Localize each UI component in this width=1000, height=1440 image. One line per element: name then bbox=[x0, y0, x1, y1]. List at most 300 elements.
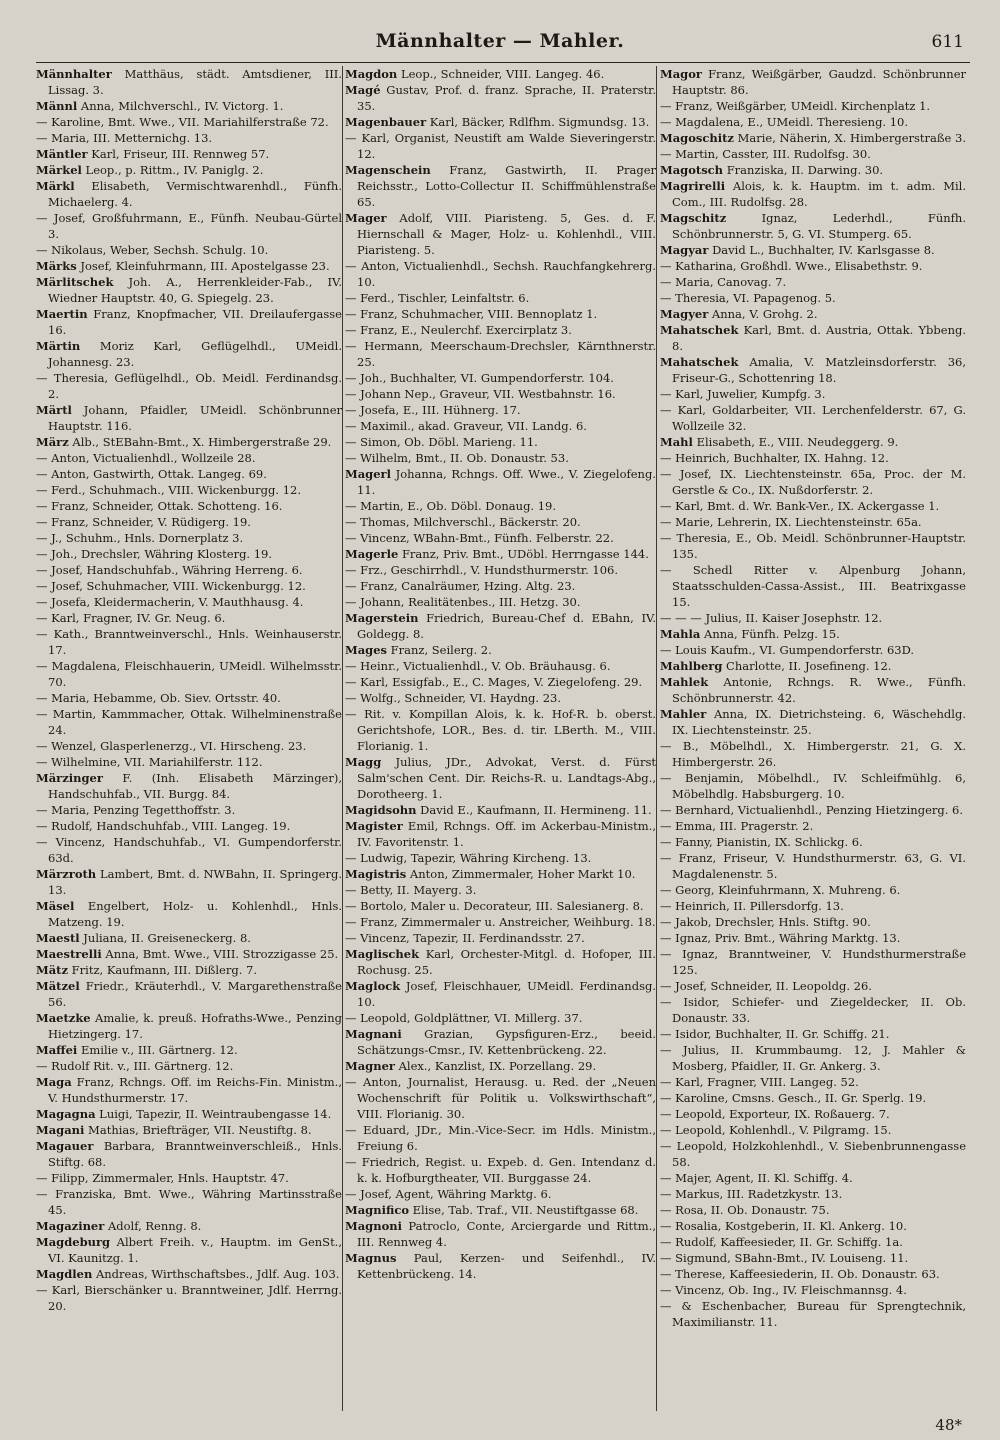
entry-details: Adolf, VIII. Piaristeng. 5, Ges. d. F. Hiernschall & Mager, Holz- u. Kohlenhdl., VIII. Piaristeng. 5. bbox=[357, 211, 656, 257]
entry-surname: Märkl bbox=[36, 179, 75, 193]
entry-details: — Bortolo, Maler u. Decorateur, III. Salesianerg. 8. bbox=[345, 899, 644, 913]
directory-entry bbox=[345, 1122, 656, 1154]
entry-surname: Magdon bbox=[345, 67, 398, 81]
entry-details: — Martin, E., Ob. Döbl. Donaug. 19. bbox=[345, 499, 557, 513]
entry-surname: Magdeburg bbox=[36, 1235, 111, 1249]
entry-details: Franz, Weißgärber, Gaudzd. Schönbrunner Hauptstr. 86. bbox=[672, 67, 966, 97]
entry-details: Anna, Milchverschl., IV. Victorg. 1. bbox=[77, 99, 284, 113]
directory-entry bbox=[660, 1186, 966, 1202]
entry-details: — Heinrich, Buchhalter, IX. Hahng. 12. bbox=[660, 451, 889, 465]
column-divider bbox=[342, 66, 343, 1411]
entry-details: Franz, Rchngs. Off. im Reichs-Fin. Ministm., V. Hundsthurmerstr. 17. bbox=[48, 1075, 342, 1105]
directory-entry bbox=[36, 562, 342, 578]
entry-details: Emilie v., III. Gärtnerg. 12. bbox=[77, 1043, 238, 1057]
directory-entry bbox=[345, 402, 656, 418]
directory-entry bbox=[660, 562, 966, 610]
entry-surname: Magoschitz bbox=[660, 131, 734, 145]
entry-details: — Josef, Schuhmacher, VIII. Wickenburgg. 12. bbox=[36, 579, 306, 593]
directory-entry bbox=[660, 162, 966, 178]
entry-details: — Josef, Großfuhrmann, E., Fünfh. Neubau-Gürtel 3. bbox=[36, 211, 342, 241]
directory-entry bbox=[660, 818, 966, 834]
entry-surname: Magaziner bbox=[36, 1219, 105, 1233]
directory-entry bbox=[660, 738, 966, 770]
directory-entry bbox=[660, 1074, 966, 1090]
directory-entry bbox=[345, 642, 656, 658]
entry-surname: Mager bbox=[345, 211, 387, 225]
directory-entry bbox=[660, 306, 966, 322]
directory-entry bbox=[660, 210, 966, 242]
directory-entry bbox=[36, 738, 342, 754]
entry-surname: Märlitschek bbox=[36, 275, 114, 289]
directory-entry bbox=[36, 930, 342, 946]
entry-details: — Franz, Schneider, V. Rüdigerg. 19. bbox=[36, 515, 251, 529]
directory-entry bbox=[660, 1250, 966, 1266]
entry-details: — Joh., Buchhalter, VI. Gumpendorferstr. 104. bbox=[345, 371, 614, 385]
entry-details: Anna, Fünfh. Pelzg. 15. bbox=[700, 627, 840, 641]
entry-details: — Maria, Canovag. 7. bbox=[660, 275, 787, 289]
entry-details: Elise, Tab. Traf., VII. Neustiftgasse 68. bbox=[409, 1203, 639, 1217]
directory-entry bbox=[660, 114, 966, 130]
entry-details: Ignaz, Lederhdl., Fünfh. Schönbrunnerstr. 5, G. VI. Stumperg. 65. bbox=[672, 211, 966, 241]
entry-details: — Karl, Fragner, VIII. Langeg. 52. bbox=[660, 1075, 859, 1089]
entry-surname: Maga bbox=[36, 1075, 72, 1089]
entry-details: Charlotte, II. Josefineng. 12. bbox=[722, 659, 892, 673]
entry-details: — Rosa, II. Ob. Donaustr. 75. bbox=[660, 1203, 830, 1217]
directory-entry bbox=[36, 866, 342, 898]
entry-surname: Mätzel bbox=[36, 979, 80, 993]
entry-details: — Franz, Schuhmacher, VIII. Bennoplatz 1. bbox=[345, 307, 598, 321]
entry-details: — Rit. v. Kompillan Alois, k. k. Hof-R. b. oberst. Gerichtshofe, LOR., Bes. d. tir. LBerth. M., VIII. Florianig. 1. bbox=[345, 707, 656, 753]
entry-details: — Rudolf, Handschuhfab., VIII. Langeg. 19. bbox=[36, 819, 291, 833]
entry-details: — Anton, Journalist, Herausg. u. Red. der „Neuen Wochenschrift für Politik u. Volkswirthschaft“, VIII. Florianig. 30. bbox=[345, 1075, 656, 1121]
entry-details: — Louis Kaufm., VI. Gumpendorferstr. 63D. bbox=[660, 643, 915, 657]
entry-details: — Filipp, Zimmermaler, Hnls. Hauptstr. 47. bbox=[36, 1171, 289, 1185]
directory-entry bbox=[660, 1122, 966, 1138]
entry-details: Julius, JDr., Advokat, Verst. d. Fürst Salm'schen Cent. Dir. Reichs-R. u. Landtags-Abg., Dorotheerg. 1. bbox=[357, 755, 656, 801]
directory-entry bbox=[345, 338, 656, 370]
entry-details: — Johann, Realitätenbes., III. Hetzg. 30. bbox=[345, 595, 581, 609]
directory-entry bbox=[36, 546, 342, 562]
entry-details: Amalie, k. preuß. Hofraths-Wwe., Penzing Hietzingerg. 17. bbox=[48, 1011, 342, 1041]
entry-details: — Franz, Schneider, Ottak. Schotteng. 16. bbox=[36, 499, 283, 513]
entry-details: — Josef, Handschuhfab., Währing Herreng. 6. bbox=[36, 563, 303, 577]
entry-details: Alex., Kanzlist, IX. Porzellang. 29. bbox=[394, 1059, 597, 1073]
entry-details: — Wolfg., Schneider, VI. Haydng. 23. bbox=[345, 691, 561, 705]
directory-entry bbox=[345, 370, 656, 386]
directory-entry bbox=[36, 690, 342, 706]
directory-entry bbox=[36, 658, 342, 690]
directory-entry bbox=[345, 690, 656, 706]
entry-surname: Magotsch bbox=[660, 163, 724, 177]
directory-entry bbox=[660, 706, 966, 738]
directory-entry bbox=[345, 162, 656, 210]
entry-details: Josef, Kleinfuhrmann, III. Apostelgasse 23. bbox=[76, 259, 330, 273]
entry-details: Joh. A., Herrenkleider-Fab., IV. Wiedner Hauptstr. 40, G. Spiegelg. 23. bbox=[48, 275, 342, 305]
directory-entry bbox=[36, 802, 342, 818]
directory-entry bbox=[345, 546, 656, 562]
directory-entry bbox=[345, 450, 656, 466]
entry-details: — Franz, Friseur, V. Hundsthurmerstr. 63, G. VI. Magdalenenstr. 5. bbox=[660, 851, 966, 881]
entry-details: — Josefa, E., III. Hühnerg. 17. bbox=[345, 403, 521, 417]
directory-entry bbox=[36, 482, 342, 498]
directory-entry bbox=[660, 1106, 966, 1122]
directory-entry bbox=[36, 770, 342, 802]
directory-entry bbox=[660, 434, 966, 450]
entry-details: — Georg, Kleinfuhrmann, X. Muhreng. 6. bbox=[660, 883, 901, 897]
directory-entry bbox=[660, 1170, 966, 1186]
directory-entry bbox=[345, 1058, 656, 1074]
entry-surname: Magerstein bbox=[345, 611, 419, 625]
entry-details: — Therese, Kaffeesiederin, II. Ob. Donaustr. 63. bbox=[660, 1267, 940, 1281]
entry-surname: Märks bbox=[36, 259, 77, 273]
entry-details: — Anton, Gastwirth, Ottak. Langeg. 69. bbox=[36, 467, 267, 481]
directory-entry bbox=[660, 802, 966, 818]
directory-entry bbox=[36, 498, 342, 514]
entry-surname: Magnoni bbox=[345, 1219, 402, 1233]
directory-entry bbox=[660, 98, 966, 114]
entry-details: Friedr., Kräuterhdl., V. Margarethenstraße 56. bbox=[48, 979, 342, 1009]
entry-details: — Thomas, Milchverschl., Bäckerstr. 20. bbox=[345, 515, 581, 529]
entry-details: — Anton, Victualienhdl., Sechsh. Rauchfangkehrerg. 10. bbox=[345, 259, 656, 289]
directory-entry bbox=[36, 450, 342, 466]
entry-surname: Maetzke bbox=[36, 1011, 91, 1025]
entry-details: — Marie, Lehrerin, IX. Liechtensteinstr. 65a. bbox=[660, 515, 922, 529]
entry-surname: Mäntler bbox=[36, 147, 88, 161]
entry-details: Juliana, II. Greiseneckerg. 8. bbox=[79, 931, 251, 945]
entry-details: — Markus, III. Radetzkystr. 13. bbox=[660, 1187, 843, 1201]
directory-entry bbox=[345, 1026, 656, 1058]
directory-entry bbox=[345, 658, 656, 674]
entry-details: — Ferd., Tischler, Leinfaltstr. 6. bbox=[345, 291, 530, 305]
entry-surname: Magdlen bbox=[36, 1267, 93, 1281]
entry-details: — Martin, Kammmacher, Ottak. Wilhelminenstraße 24. bbox=[36, 707, 342, 737]
entry-details: — Sigmund, SBahn-Bmt., IV. Louiseng. 11. bbox=[660, 1251, 909, 1265]
entry-details: — Ignaz, Priv. Bmt., Währing Marktg. 13. bbox=[660, 931, 901, 945]
entry-details: — Julius, II. Krummbaumg. 12, J. Mahler & Mosberg, Pfaidler, II. Gr. Ankerg. 3. bbox=[660, 1043, 966, 1073]
entry-surname: Maestrelli bbox=[36, 947, 102, 961]
entry-details: — Simon, Ob. Döbl. Marieng. 11. bbox=[345, 435, 538, 449]
directory-entry bbox=[345, 1186, 656, 1202]
entry-details: Karl, Friseur, III. Rennweg 57. bbox=[87, 147, 270, 161]
entry-details: — Eduard, JDr., Min.-Vice-Secr. im Hdls. Ministm., Freiung 6. bbox=[345, 1123, 656, 1153]
directory-entry bbox=[345, 418, 656, 434]
directory-entry bbox=[345, 514, 656, 530]
entry-surname: Magauer bbox=[36, 1139, 94, 1153]
entry-details: — Wenzel, Glasperlenerzg., VI. Hirscheng. 23. bbox=[36, 739, 307, 753]
entry-details: — Franziska, Bmt. Wwe., Währing Martinsstraße 45. bbox=[36, 1187, 342, 1217]
directory-entry bbox=[660, 850, 966, 882]
directory-entry bbox=[660, 1234, 966, 1250]
page-header bbox=[0, 30, 1000, 60]
directory-entry bbox=[660, 914, 966, 930]
entry-details: — Theresia, VI. Papagenog. 5. bbox=[660, 291, 836, 305]
directory-entry bbox=[345, 866, 656, 882]
entry-details: Adolf, Renng. 8. bbox=[104, 1219, 202, 1233]
directory-entry bbox=[660, 770, 966, 802]
directory-entry bbox=[345, 530, 656, 546]
entry-details: — Schedl Ritter v. Alpenburg Johann, Staatsschulden-Cassa-Assist., III. Beatrixgasse 15. bbox=[660, 563, 966, 609]
entry-surname: Mahatschek bbox=[660, 355, 739, 369]
entry-details: — Franz, E., Neulerchf. Exercirplatz 3. bbox=[345, 323, 572, 337]
entry-details: — Martin, Casster, III. Rudolfsg. 30. bbox=[660, 147, 871, 161]
entry-surname: Märtl bbox=[36, 403, 72, 417]
directory-entry bbox=[660, 642, 966, 658]
entry-details: — Josef, Agent, Währing Marktg. 6. bbox=[345, 1187, 552, 1201]
entry-details: — Nikolaus, Weber, Sechsh. Schulg. 10. bbox=[36, 243, 269, 257]
entry-details: Anna, IX. Dietrichsteing. 6, Wäschehdlg. IX. Liechtensteinstr. 25. bbox=[672, 707, 966, 737]
entry-details: — — — Julius, II. Kaiser Josephstr. 12. bbox=[660, 611, 883, 625]
entry-surname: Maglock bbox=[345, 979, 401, 993]
directory-entry bbox=[36, 1106, 342, 1122]
directory-entry bbox=[345, 114, 656, 130]
entry-surname: Mahl bbox=[660, 435, 693, 449]
entry-details: Mathias, Briefträger, VII. Neustiftg. 8. bbox=[84, 1123, 312, 1137]
entry-details: Gustav, Prof. d. franz. Sprache, II. Praterstr. 35. bbox=[357, 83, 656, 113]
directory-entry bbox=[345, 1074, 656, 1122]
directory-entry bbox=[36, 1042, 342, 1058]
directory-entry bbox=[345, 322, 656, 338]
entry-details: — Hermann, Meerschaum-Drechsler, Kärnthnerstr. 25. bbox=[345, 339, 656, 369]
entry-details: — Vincenz, Handschuhfab., VI. Gumpendorferstr. 63d. bbox=[36, 835, 342, 865]
entry-details: — Ferd., Schuhmach., VIII. Wickenburgg. 12. bbox=[36, 483, 301, 497]
entry-surname: Magenschein bbox=[345, 163, 431, 177]
directory-entry bbox=[660, 626, 966, 642]
entry-surname: März bbox=[36, 435, 69, 449]
directory-entry bbox=[36, 1266, 342, 1282]
directory-entry bbox=[36, 434, 342, 450]
entry-details: Franziska, II. Darwing. 30. bbox=[723, 163, 884, 177]
entry-details: — Ludwig, Tapezir, Währing Kircheng. 13. bbox=[345, 851, 592, 865]
entry-details: — Ignaz, Branntweiner, V. Hundsthurmerstraße 125. bbox=[660, 947, 966, 977]
directory-entry bbox=[36, 274, 342, 306]
directory-entry bbox=[345, 130, 656, 162]
entry-surname: Magnifico bbox=[345, 1203, 409, 1217]
directory-entry bbox=[36, 1058, 342, 1074]
directory-entry bbox=[660, 994, 966, 1026]
entry-details: Engelbert, Holz- u. Kohlenhdl., Hnls. Matzeng. 19. bbox=[48, 899, 342, 929]
entry-details: Barbara, Branntweinverschleiß., Hnls. Stiftg. 68. bbox=[48, 1139, 342, 1169]
directory-entry bbox=[345, 802, 656, 818]
directory-entry bbox=[345, 1202, 656, 1218]
entry-surname: Mahlek bbox=[660, 675, 709, 689]
directory-entry bbox=[36, 1122, 342, 1138]
directory-entry bbox=[36, 898, 342, 930]
entry-details: Fritz, Kaufmann, III. Dißlerg. 7. bbox=[68, 963, 257, 977]
entry-surname: Magistris bbox=[345, 867, 407, 881]
entry-details: — Theresia, E., Ob. Meidl. Schönbrunner-Hauptstr. 135. bbox=[660, 531, 966, 561]
directory-entry bbox=[345, 434, 656, 450]
directory-entry bbox=[660, 1298, 966, 1330]
entry-details: — Josef, IX. Liechtensteinstr. 65a, Proc. der M. Gerstle & Co., IX. Nußdorferstr. 2. bbox=[660, 467, 966, 497]
directory-entry bbox=[345, 818, 656, 850]
directory-entry bbox=[36, 594, 342, 610]
sheet-signature: 48* bbox=[935, 1416, 962, 1434]
entry-surname: Magagna bbox=[36, 1107, 96, 1121]
directory-entry bbox=[345, 578, 656, 594]
directory-entry bbox=[660, 130, 966, 146]
entry-details: — Karoline, Cmsns. Gesch., II. Gr. Sperlg. 19. bbox=[660, 1091, 927, 1105]
directory-entry bbox=[660, 514, 966, 530]
directory-entry bbox=[660, 290, 966, 306]
entry-surname: Mages bbox=[345, 643, 388, 657]
directory-entry bbox=[345, 466, 656, 498]
entry-details: Paul, Kerzen- und Seifenhdl., IV. Kettenbrückeng. 14. bbox=[357, 1251, 656, 1281]
directory-entry bbox=[660, 978, 966, 994]
entry-surname: Maglischek bbox=[345, 947, 420, 961]
directory-entry bbox=[660, 1202, 966, 1218]
entry-details: Anna, Bmt. Wwe., VIII. Strozzigasse 25. bbox=[101, 947, 339, 961]
entry-details: Josef, Fleischhauer, UMeidl. Ferdinandsg. 10. bbox=[357, 979, 656, 1009]
entry-surname: Magister bbox=[345, 819, 403, 833]
entry-surname: Magg bbox=[345, 755, 382, 769]
entry-details: Lambert, Bmt. d. NWBahn, II. Springerg. 13. bbox=[48, 867, 342, 897]
directory-entry bbox=[345, 66, 656, 82]
directory-entry bbox=[36, 1234, 342, 1266]
directory-entry bbox=[345, 290, 656, 306]
entry-details: Albert Freih. v., Hauptm. im GenSt., VI. Kaunitzg. 1. bbox=[48, 1235, 342, 1265]
entry-details: — Josefa, Kleidermacherin, V. Mauthhausg. 4. bbox=[36, 595, 304, 609]
directory-entry bbox=[345, 386, 656, 402]
directory-entry bbox=[660, 898, 966, 914]
entry-surname: Mahler bbox=[660, 707, 707, 721]
entry-surname: Maestl bbox=[36, 931, 80, 945]
directory-entry bbox=[345, 562, 656, 578]
directory-entry bbox=[345, 978, 656, 1010]
entry-surname: Magerle bbox=[345, 547, 399, 561]
entry-details: Franz, Seilerg. 2. bbox=[387, 643, 492, 657]
entry-details: Friedrich, Bureau-Chef d. EBahn, IV. Goldegg. 8. bbox=[357, 611, 656, 641]
entry-details: — J., Schuhm., Hnls. Dornerplatz 3. bbox=[36, 531, 244, 545]
entry-details: — Bernhard, Victualienhdl., Penzing Hietzingerg. 6. bbox=[660, 803, 964, 817]
directory-entry bbox=[345, 258, 656, 290]
entry-surname: Magnus bbox=[345, 1251, 397, 1265]
directory-entry bbox=[36, 210, 342, 242]
directory-entry bbox=[660, 386, 966, 402]
entry-surname: Maertin bbox=[36, 307, 88, 321]
entry-surname: Magani bbox=[36, 1123, 85, 1137]
directory-entry bbox=[660, 834, 966, 850]
directory-entry bbox=[36, 242, 342, 258]
directory-entry bbox=[660, 1090, 966, 1106]
directory-entry bbox=[660, 178, 966, 210]
directory-entry bbox=[36, 1218, 342, 1234]
entry-details: — Karl, Essigfab., E., C. Mages, V. Ziegelofeng. 29. bbox=[345, 675, 643, 689]
directory-entry bbox=[345, 210, 656, 258]
entry-surname: Magner bbox=[345, 1059, 395, 1073]
entry-details: Antonie, Rchngs. R. Wwe., Fünfh. Schönbrunnerstr. 42. bbox=[672, 675, 966, 705]
entry-surname: Magidsohn bbox=[345, 803, 417, 817]
directory-entry bbox=[36, 1074, 342, 1106]
entry-details: — Karl, Goldarbeiter, VII. Lerchenfelderstr. 67, G. Wollzeile 32. bbox=[660, 403, 966, 433]
directory-entry bbox=[345, 914, 656, 930]
directory-entry bbox=[345, 674, 656, 690]
entry-surname: Märkel bbox=[36, 163, 82, 177]
directory-entry bbox=[660, 498, 966, 514]
directory-entry bbox=[345, 594, 656, 610]
entry-details: — Leopold, Exporteur, IX. Roßauerg. 7. bbox=[660, 1107, 890, 1121]
directory-entry bbox=[36, 306, 342, 338]
entry-details: Karl, Bäcker, Rdlfhm. Sigmundsg. 13. bbox=[426, 115, 650, 129]
entry-surname: Märzroth bbox=[36, 867, 97, 881]
directory-entry bbox=[660, 274, 966, 290]
directory-entry bbox=[660, 946, 966, 978]
directory-entry bbox=[345, 82, 656, 114]
entry-details: — Heinr., Victualienhdl., V. Ob. Bräuhausg. 6. bbox=[345, 659, 611, 673]
entry-details: Patroclo, Conte, Arciergarde und Rittm., III. Rennweg 4. bbox=[357, 1219, 656, 1249]
entry-details: David L., Buchhalter, IV. Karlsgasse 8. bbox=[708, 243, 935, 257]
entry-details: — Kath., Branntweinverschl., Hnls. Weinhauserstr. 17. bbox=[36, 627, 342, 657]
entry-details: — B., Möbelhdl., X. Himbergerstr. 21, G. X. Himbergerstr. 26. bbox=[660, 739, 966, 769]
entry-surname: Magschitz bbox=[660, 211, 727, 225]
entry-details: F. (Inh. Elisabeth Märzinger), Handschuhfab., VII. Burgg. 84. bbox=[48, 771, 342, 801]
directory-entry bbox=[345, 946, 656, 978]
entry-details: Marie, Näherin, X. Himbergerstraße 3. bbox=[733, 131, 966, 145]
entry-details: — Isidor, Buchhalter, II. Gr. Schiffg. 21. bbox=[660, 1027, 890, 1041]
directory-entry bbox=[660, 930, 966, 946]
entry-details: Emil, Rchngs. Off. im Ackerbau-Ministm., IV. Favoritenstr. 1. bbox=[357, 819, 656, 849]
entry-surname: Mätz bbox=[36, 963, 69, 977]
entry-details: Alb., StEBahn-Bmt., X. Himbergerstraße 29. bbox=[68, 435, 332, 449]
directory-entry bbox=[660, 882, 966, 898]
directory-entry bbox=[345, 1218, 656, 1250]
entry-details: — Emma, III. Pragerstr. 2. bbox=[660, 819, 814, 833]
directory-entry bbox=[36, 1010, 342, 1042]
entry-details: Elisabeth, E., VIII. Neudeggerg. 9. bbox=[692, 435, 899, 449]
entry-details: — Joh., Drechsler, Währing Klosterg. 19. bbox=[36, 547, 273, 561]
running-head: Männhalter — Mahler. bbox=[375, 30, 625, 52]
entry-details: — Leopold, Goldplättner, VI. Millerg. 37. bbox=[345, 1011, 583, 1025]
entry-details: — Rudolf, Kaffeesieder, II. Gr. Schiffg. 1a. bbox=[660, 1235, 903, 1249]
entry-details: — Karoline, Bmt. Wwe., VII. Mariahilferstraße 72. bbox=[36, 115, 329, 129]
entry-details: — Karl, Bmt. d. Wr. Bank-Ver., IX. Ackergasse 1. bbox=[660, 499, 940, 513]
directory-entry bbox=[660, 1042, 966, 1074]
directory-entry bbox=[36, 130, 342, 146]
directory-entry bbox=[660, 1026, 966, 1042]
entry-details: — Maria, Penzing Tegetthoffstr. 3. bbox=[36, 803, 236, 817]
entry-details: — Vincenz, WBahn-Bmt., Fünfh. Felberstr. 22. bbox=[345, 531, 614, 545]
entry-details: — Johann Nep., Graveur, VII. Westbahnstr. 16. bbox=[345, 387, 616, 401]
entry-details: — Leopold, Holzkohlenhdl., V. Siebenbrunnengasse 58. bbox=[660, 1139, 966, 1169]
entry-surname: Magor bbox=[660, 67, 702, 81]
entry-details: Moriz Karl, Geflügelhdl., UMeidl. Johannesg. 23. bbox=[48, 339, 342, 369]
directory-entry bbox=[36, 978, 342, 1010]
entry-surname: Märtin bbox=[36, 339, 81, 353]
entry-details: — Magdalena, Fleischhauerin, UMeidl. Wilhelmsstr. 70. bbox=[36, 659, 342, 689]
directory-entry bbox=[660, 258, 966, 274]
directory-entry bbox=[36, 114, 342, 130]
entry-details: — Franz, Zimmermaler u. Anstreicher, Weihburg. 18. bbox=[345, 915, 656, 929]
directory-entry bbox=[36, 1138, 342, 1170]
entry-surname: Magerl bbox=[345, 467, 391, 481]
entry-details: — Rudolf Rit. v., III. Gärtnerg. 12. bbox=[36, 1059, 234, 1073]
entry-details: — Jakob, Drechsler, Hnls. Stiftg. 90. bbox=[660, 915, 871, 929]
directory-entry bbox=[660, 1266, 966, 1282]
entry-details: — Maximil., akad. Graveur, VII. Landg. 6. bbox=[345, 419, 587, 433]
entry-details: — Fanny, Pianistin, IX. Schlickg. 6. bbox=[660, 835, 863, 849]
directory-entry bbox=[660, 242, 966, 258]
directory-entry bbox=[36, 946, 342, 962]
directory-entry bbox=[36, 610, 342, 626]
entry-details: — Friedrich, Regist. u. Expeb. d. Gen. Intendanz d. k. k. Hofburgtheater, VII. Burggasse 24. bbox=[345, 1155, 656, 1185]
directory-entry bbox=[345, 706, 656, 754]
directory-entry bbox=[345, 930, 656, 946]
header-rule bbox=[36, 62, 970, 63]
directory-entry bbox=[36, 338, 342, 370]
entry-details: Elisabeth, Vermischtwarenhdl., Fünfh. Michaelerg. 4. bbox=[48, 179, 342, 209]
entry-surname: Magenbauer bbox=[345, 115, 427, 129]
entry-details: Luigi, Tapezir, II. Weintraubengasse 14. bbox=[95, 1107, 332, 1121]
entry-details: — Betty, II. Mayerg. 3. bbox=[345, 883, 477, 897]
